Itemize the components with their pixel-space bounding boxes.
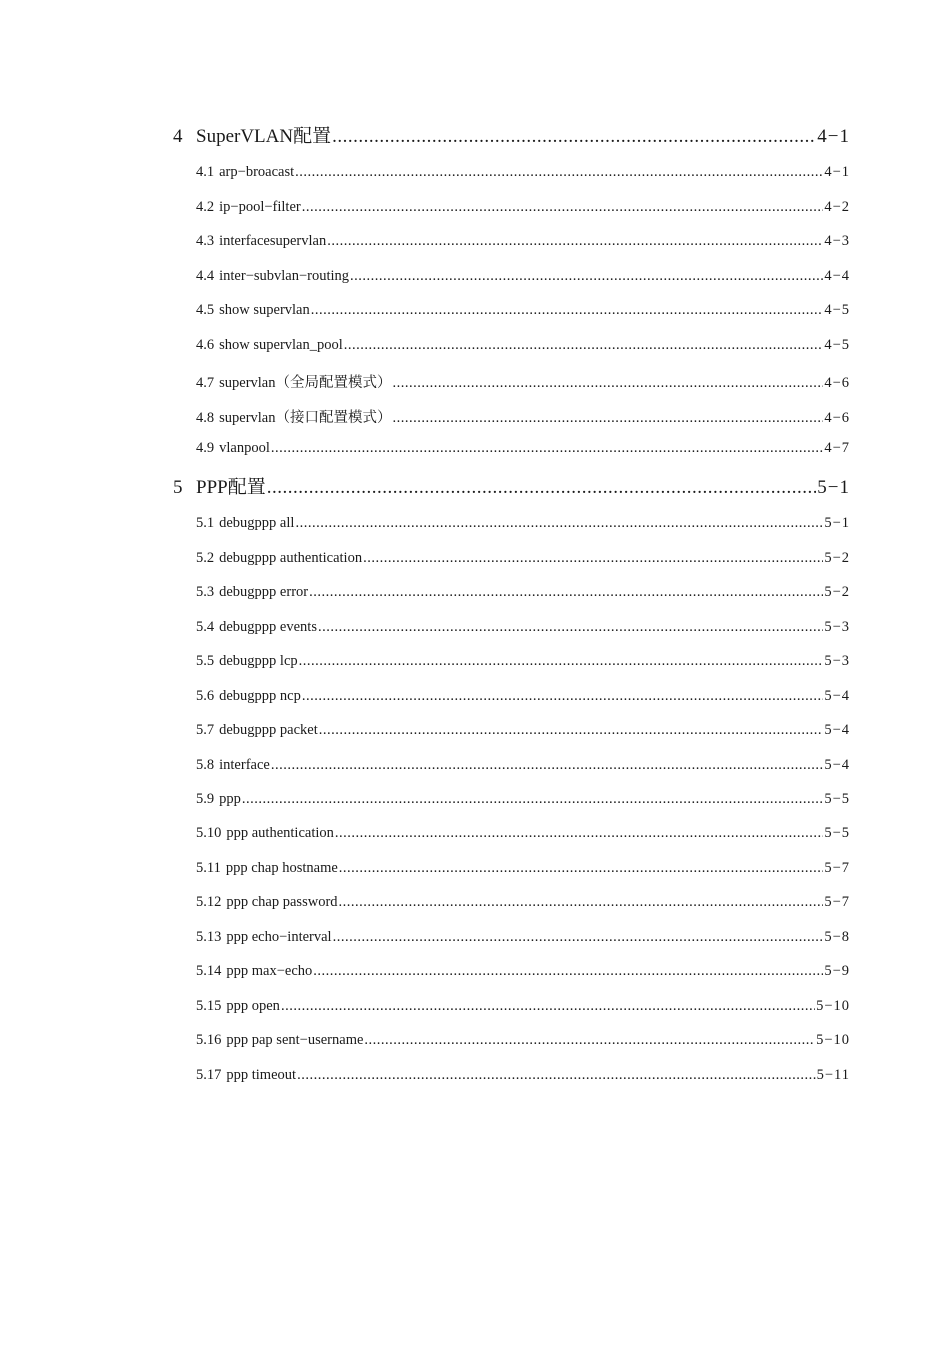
dot-leader bbox=[271, 440, 823, 457]
toc-page: 5−10 bbox=[816, 1032, 850, 1048]
toc-title: ppp echo−interval bbox=[226, 929, 332, 945]
toc-item[interactable] bbox=[196, 337, 850, 354]
toc-number: 5.17 bbox=[196, 1067, 222, 1083]
dot-leader bbox=[313, 963, 823, 980]
toc-item[interactable] bbox=[196, 406, 850, 427]
toc-item[interactable] bbox=[196, 688, 850, 705]
toc-page: 4−2 bbox=[824, 199, 850, 215]
toc-item[interactable] bbox=[196, 302, 850, 319]
toc-number: 5.9 bbox=[196, 791, 215, 807]
toc-number: 5.6 bbox=[196, 688, 215, 704]
dot-leader bbox=[309, 584, 823, 601]
toc-title: ppp bbox=[219, 791, 241, 807]
toc-title: SuperVLAN配置 bbox=[196, 126, 332, 147]
toc-page: 5−11 bbox=[816, 1067, 850, 1083]
toc-item[interactable] bbox=[196, 791, 850, 808]
toc-page: 5−4 bbox=[824, 722, 850, 738]
toc-item[interactable] bbox=[196, 371, 850, 392]
toc-number: 4.2 bbox=[196, 199, 215, 215]
toc-item[interactable] bbox=[196, 1032, 850, 1049]
dot-leader bbox=[393, 375, 824, 392]
toc-item[interactable] bbox=[196, 268, 850, 285]
toc-number: 5 bbox=[173, 477, 183, 498]
dot-leader bbox=[332, 126, 816, 148]
toc-number: 5.3 bbox=[196, 584, 215, 600]
toc-number: 4.3 bbox=[196, 233, 215, 249]
toc-number: 5.5 bbox=[196, 653, 215, 669]
toc-number: 4.9 bbox=[196, 440, 215, 456]
dot-leader bbox=[339, 860, 824, 877]
dot-leader bbox=[295, 515, 823, 532]
toc-number: 5.1 bbox=[196, 515, 215, 531]
toc-number: 4.4 bbox=[196, 268, 215, 284]
toc-title: ppp timeout bbox=[226, 1067, 297, 1083]
toc-item[interactable] bbox=[196, 825, 850, 842]
toc-page: 4−6 bbox=[824, 375, 850, 391]
toc-page: 5−7 bbox=[824, 860, 850, 876]
dot-leader bbox=[267, 477, 817, 499]
toc-number: 4.8 bbox=[196, 410, 215, 426]
dot-leader bbox=[339, 894, 824, 911]
toc-page: 4−6 bbox=[824, 410, 850, 426]
toc-page: 5−5 bbox=[824, 825, 850, 841]
toc-item[interactable] bbox=[196, 515, 850, 532]
dot-leader bbox=[344, 337, 824, 354]
dot-leader bbox=[335, 825, 823, 842]
dot-leader bbox=[299, 653, 824, 670]
toc-page: 5−8 bbox=[824, 929, 850, 945]
toc-page: 4−4 bbox=[824, 268, 850, 284]
dot-leader bbox=[327, 233, 823, 250]
toc-page: 5−1 bbox=[824, 515, 850, 531]
toc-page: 4−1 bbox=[824, 164, 850, 180]
toc-title: interfacesupervlan bbox=[219, 233, 327, 249]
dot-leader bbox=[311, 302, 824, 319]
dot-leader bbox=[319, 722, 824, 739]
toc-title: debugppp lcp bbox=[219, 653, 298, 669]
toc-number: 4.7 bbox=[196, 375, 215, 391]
toc-item[interactable] bbox=[196, 164, 850, 181]
dot-leader bbox=[242, 791, 823, 808]
toc-title: inter−subvlan−routing bbox=[219, 268, 350, 284]
toc-number: 5.14 bbox=[196, 963, 222, 979]
toc-number: 5.16 bbox=[196, 1032, 222, 1048]
toc-page: 4−5 bbox=[824, 302, 850, 318]
dot-leader bbox=[297, 1067, 816, 1084]
toc-number: 5.12 bbox=[196, 894, 222, 910]
toc-item[interactable] bbox=[196, 199, 850, 216]
toc-item[interactable] bbox=[196, 963, 850, 980]
toc-title: debugppp error bbox=[219, 584, 309, 600]
toc-page: 4−7 bbox=[824, 440, 850, 456]
dot-leader bbox=[295, 164, 823, 181]
toc-item[interactable] bbox=[196, 929, 850, 946]
toc-number: 5.11 bbox=[196, 860, 221, 876]
toc-item[interactable] bbox=[196, 998, 850, 1015]
toc-number: 4.1 bbox=[196, 164, 215, 180]
toc-page: 5−3 bbox=[824, 619, 850, 635]
dot-leader bbox=[281, 998, 815, 1015]
dot-leader bbox=[333, 929, 824, 946]
toc-title: debugppp events bbox=[219, 619, 317, 635]
toc-item[interactable] bbox=[196, 550, 850, 567]
toc-page: 4−3 bbox=[824, 233, 850, 249]
toc-page: 5−2 bbox=[824, 584, 850, 600]
toc-page: 5−9 bbox=[824, 963, 850, 979]
toc-title: interface bbox=[219, 757, 270, 773]
dot-leader bbox=[393, 410, 824, 427]
toc-page: 5−10 bbox=[816, 998, 850, 1014]
toc-chapter-5[interactable] bbox=[173, 472, 850, 499]
dot-leader bbox=[271, 757, 823, 774]
toc-page: 4−5 bbox=[824, 337, 850, 353]
toc-item[interactable] bbox=[196, 619, 850, 636]
dot-leader bbox=[364, 1032, 815, 1049]
toc-title: supervlan（全局配置模式） bbox=[219, 375, 392, 391]
toc-item[interactable] bbox=[196, 860, 850, 877]
toc-number: 5.4 bbox=[196, 619, 215, 635]
toc-title: vlanpool bbox=[219, 440, 270, 456]
toc-item[interactable] bbox=[196, 757, 850, 774]
toc-title: ppp chap hostname bbox=[225, 860, 338, 876]
toc-chapter-4[interactable] bbox=[173, 121, 850, 148]
toc-number: 5.13 bbox=[196, 929, 222, 945]
toc-title: arp−broacast bbox=[219, 164, 295, 180]
toc-item[interactable] bbox=[196, 894, 850, 911]
toc-page: 5−1 bbox=[817, 477, 850, 498]
toc-title: show supervlan bbox=[219, 302, 310, 318]
toc-page: 5−4 bbox=[824, 757, 850, 773]
toc-number: 5.7 bbox=[196, 722, 215, 738]
toc-title: show supervlan_pool bbox=[219, 337, 343, 353]
toc-title: debugppp all bbox=[219, 515, 295, 531]
toc-page: 5−3 bbox=[824, 653, 850, 669]
dot-leader bbox=[350, 268, 823, 285]
toc-title: PPP配置 bbox=[196, 477, 266, 498]
toc-item[interactable] bbox=[196, 233, 850, 250]
toc-number: 5.15 bbox=[196, 998, 222, 1014]
dot-leader bbox=[363, 550, 823, 567]
toc-number: 4.5 bbox=[196, 302, 215, 318]
toc-number: 4.6 bbox=[196, 337, 215, 353]
toc-title: ppp max−echo bbox=[226, 963, 313, 979]
toc-page: 5−2 bbox=[824, 550, 850, 566]
dot-leader bbox=[318, 619, 823, 636]
toc-title: debugppp ncp bbox=[219, 688, 301, 704]
toc-item[interactable] bbox=[196, 440, 850, 457]
toc-page: 5−7 bbox=[824, 894, 850, 910]
toc-item[interactable] bbox=[196, 1067, 850, 1084]
toc-number: 5.8 bbox=[196, 757, 215, 773]
toc-title: ppp pap sent−username bbox=[226, 1032, 364, 1048]
toc-title: supervlan（接口配置模式） bbox=[219, 410, 392, 426]
toc-item[interactable] bbox=[196, 653, 850, 670]
toc-page: 5−5 bbox=[824, 791, 850, 807]
toc-title: debugppp packet bbox=[219, 722, 318, 738]
dot-leader bbox=[302, 199, 824, 216]
toc-page: 4−1 bbox=[817, 126, 850, 147]
toc-title: ip−pool−filter bbox=[219, 199, 301, 215]
toc-title: ppp open bbox=[226, 998, 280, 1014]
toc-title: debugppp authentication bbox=[219, 550, 363, 566]
toc-number: 5.2 bbox=[196, 550, 215, 566]
toc-number: 5.10 bbox=[196, 825, 222, 841]
dot-leader bbox=[302, 688, 823, 705]
toc-number: 4 bbox=[173, 126, 183, 147]
toc-item[interactable] bbox=[196, 584, 850, 601]
toc-title: ppp authentication bbox=[226, 825, 334, 841]
toc-title: ppp chap password bbox=[226, 894, 338, 910]
toc-item[interactable] bbox=[196, 722, 850, 739]
toc-page: 5−4 bbox=[824, 688, 850, 704]
